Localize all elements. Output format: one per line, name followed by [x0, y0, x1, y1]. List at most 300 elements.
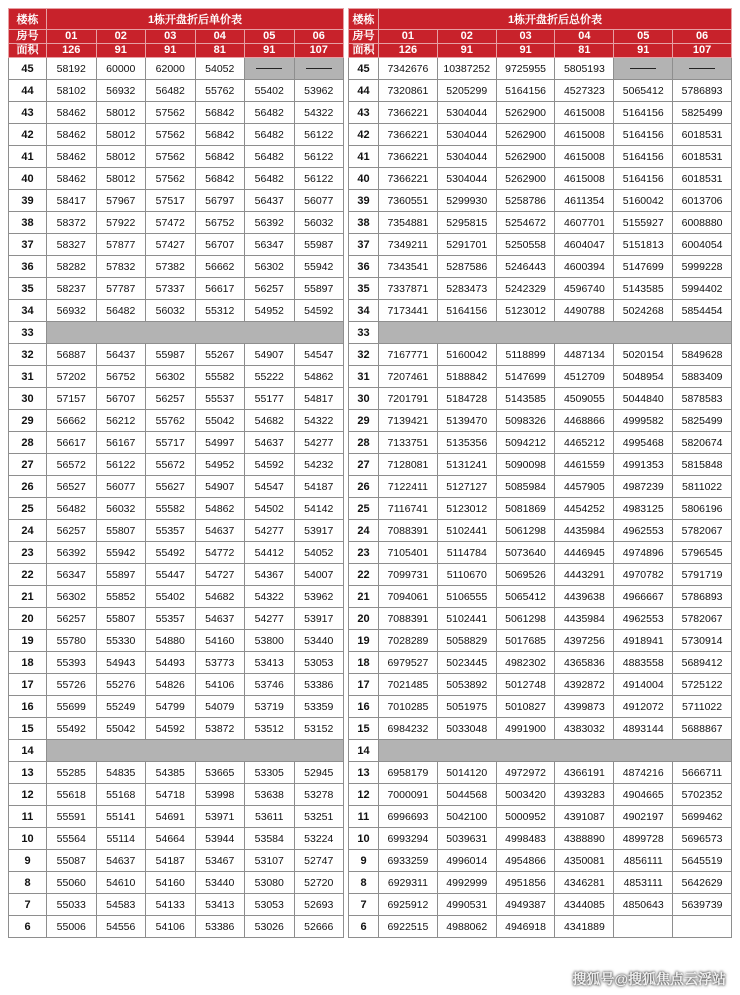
price-cell: 4991900	[496, 718, 555, 740]
price-cell: 5017685	[496, 630, 555, 652]
price-cell: 54502	[245, 498, 295, 520]
price-cell: 4972972	[496, 762, 555, 784]
price-cell: 4856111	[614, 850, 673, 872]
table-row	[9, 300, 344, 322]
price-cell: 53224	[294, 828, 344, 850]
dash-mark	[306, 68, 332, 69]
price-cell: 56257	[245, 278, 295, 300]
price-cell: 5065412	[496, 586, 555, 608]
price-cell	[673, 916, 732, 938]
table-row	[349, 454, 732, 476]
price-cell: 7354881	[379, 212, 438, 234]
price-cell: 4596740	[555, 278, 614, 300]
table-row	[349, 828, 732, 850]
table-row	[9, 432, 344, 454]
price-cell: 5645519	[673, 850, 732, 872]
price-cell: 54592	[294, 300, 344, 322]
area-value: 107	[294, 44, 344, 58]
table-row	[9, 344, 344, 366]
price-cell: 5164156	[614, 102, 673, 124]
room-number: 03	[146, 30, 196, 44]
price-cell: 4970782	[614, 564, 673, 586]
price-cell: 55267	[195, 344, 245, 366]
price-cell: 56932	[96, 80, 146, 102]
price-cell: 54799	[146, 696, 196, 718]
price-cell: 5051975	[437, 696, 496, 718]
area-value: 126	[47, 44, 97, 58]
table-row	[349, 674, 732, 696]
price-cell: 5304044	[437, 146, 496, 168]
blank-floor-cell	[379, 322, 732, 344]
price-cell: 55717	[146, 432, 196, 454]
room-number-row	[9, 30, 344, 44]
unavailable-cell	[245, 58, 295, 80]
floor-number: 21	[349, 586, 379, 608]
price-cell: 56752	[195, 212, 245, 234]
price-cell: 56482	[146, 80, 196, 102]
area-row	[9, 44, 344, 58]
price-cell: 4949387	[496, 894, 555, 916]
price-cell: 52693	[294, 894, 344, 916]
floor-number: 18	[9, 652, 47, 674]
table-row	[9, 278, 344, 300]
price-cell: 4490788	[555, 300, 614, 322]
price-cell: 54592	[146, 718, 196, 740]
price-cell: 53080	[245, 872, 295, 894]
price-cell: 5688867	[673, 718, 732, 740]
unavailable-cell	[294, 58, 344, 80]
price-cell: 54952	[195, 454, 245, 476]
price-cell: 7000091	[379, 784, 438, 806]
price-cell: 5155927	[614, 212, 673, 234]
price-cell: 56032	[96, 498, 146, 520]
table-row	[9, 696, 344, 718]
floor-number: 20	[349, 608, 379, 630]
price-cell: 54637	[195, 520, 245, 542]
price-cell: 52945	[294, 762, 344, 784]
price-cell: 5061298	[496, 608, 555, 630]
price-cell: 55537	[195, 388, 245, 410]
price-cell: 5135356	[437, 432, 496, 454]
price-cell: 5815848	[673, 454, 732, 476]
price-cell: 53278	[294, 784, 344, 806]
price-cell: 54232	[294, 454, 344, 476]
price-cell: 56032	[146, 300, 196, 322]
price-cell: 5825499	[673, 410, 732, 432]
floor-number: 44	[9, 80, 47, 102]
price-cell: 54682	[245, 410, 295, 432]
table-row	[9, 454, 344, 476]
table-row	[349, 784, 732, 806]
price-cell: 5999228	[673, 256, 732, 278]
price-cell: 5805193	[555, 58, 614, 80]
price-cell: 53962	[294, 586, 344, 608]
price-cell: 56122	[294, 146, 344, 168]
price-cell: 54547	[245, 476, 295, 498]
area-value: 91	[146, 44, 196, 58]
price-cell: 7366221	[379, 146, 438, 168]
table-row	[349, 190, 732, 212]
price-cell: 58012	[96, 124, 146, 146]
price-cell: 57157	[47, 388, 97, 410]
price-cell: 7366221	[379, 168, 438, 190]
price-cell: 5806196	[673, 498, 732, 520]
price-cell: 4991353	[614, 454, 673, 476]
price-cell: 58462	[47, 102, 97, 124]
price-cell: 54412	[245, 542, 295, 564]
price-cell: 53053	[294, 652, 344, 674]
price-cell: 56122	[96, 454, 146, 476]
price-cell: 56482	[245, 146, 295, 168]
price-cell: 4946918	[496, 916, 555, 938]
price-cell: 55087	[47, 850, 97, 872]
price-cell: 7010285	[379, 696, 438, 718]
price-cell: 4607701	[555, 212, 614, 234]
table-row	[9, 850, 344, 872]
price-cell: 5242329	[496, 278, 555, 300]
price-cell: 6925912	[379, 894, 438, 916]
price-cell: 4446945	[555, 542, 614, 564]
table-row	[349, 146, 732, 168]
price-cell: 5689412	[673, 652, 732, 674]
table-row	[9, 630, 344, 652]
blank-floor-cell	[379, 740, 732, 762]
price-cell: 55402	[146, 586, 196, 608]
price-cell: 55582	[195, 366, 245, 388]
price-cell: 55582	[146, 498, 196, 520]
price-cell: 5702352	[673, 784, 732, 806]
price-cell: 5127127	[437, 476, 496, 498]
price-cell: 55762	[195, 80, 245, 102]
price-cell: 55357	[146, 520, 196, 542]
price-cell: 54826	[146, 674, 196, 696]
table-row	[9, 652, 344, 674]
price-cell: 4615008	[555, 124, 614, 146]
floor-number: 43	[349, 102, 379, 124]
table-row	[349, 696, 732, 718]
price-cell: 53386	[294, 674, 344, 696]
floor-number: 35	[349, 278, 379, 300]
price-cell: 55042	[195, 410, 245, 432]
price-cell: 5039631	[437, 828, 496, 850]
floor-number: 19	[9, 630, 47, 652]
table-row	[9, 916, 344, 938]
price-cell: 5304044	[437, 168, 496, 190]
room-number: 04	[195, 30, 245, 44]
price-cell: 52666	[294, 916, 344, 938]
price-cell: 57967	[96, 190, 146, 212]
floor-number: 34	[9, 300, 47, 322]
price-cell: 53152	[294, 718, 344, 740]
table-row	[9, 190, 344, 212]
price-cell: 4615008	[555, 146, 614, 168]
price-cell: 60000	[96, 58, 146, 80]
price-cell: 5164156	[496, 80, 555, 102]
price-cell: 5048954	[614, 366, 673, 388]
price-cell: 57337	[146, 278, 196, 300]
price-cell: 54682	[195, 586, 245, 608]
price-cell: 55762	[146, 410, 196, 432]
floor-number: 40	[9, 168, 47, 190]
price-cell: 7116741	[379, 498, 438, 520]
price-cell: 56662	[195, 256, 245, 278]
table-row	[349, 762, 732, 784]
price-cell: 5791719	[673, 564, 732, 586]
price-cell: 53467	[195, 850, 245, 872]
price-cell: 56302	[47, 586, 97, 608]
price-cell: 7342676	[379, 58, 438, 80]
price-cell: 54367	[245, 564, 295, 586]
price-cell: 55492	[47, 718, 97, 740]
price-cell: 5854454	[673, 300, 732, 322]
price-cell: 5123012	[437, 498, 496, 520]
price-cell: 56797	[195, 190, 245, 212]
price-cell: 4454252	[555, 498, 614, 520]
price-cell: 5304044	[437, 102, 496, 124]
price-cell: 56257	[47, 520, 97, 542]
price-cell: 54007	[294, 564, 344, 586]
price-cell: 6008880	[673, 212, 732, 234]
price-cell: 54322	[294, 102, 344, 124]
table-row	[349, 168, 732, 190]
table-row	[9, 564, 344, 586]
dash-mark	[256, 68, 282, 69]
floor-number: 31	[349, 366, 379, 388]
price-cell: 56077	[294, 190, 344, 212]
price-cell: 55114	[96, 828, 146, 850]
table-row	[9, 80, 344, 102]
price-cell: 5069526	[496, 564, 555, 586]
price-cell: 4393283	[555, 784, 614, 806]
price-cell: 4853111	[614, 872, 673, 894]
blank-floor-cell	[47, 740, 344, 762]
floor-number: 13	[9, 762, 47, 784]
floor-number: 45	[349, 58, 379, 80]
price-cell: 56617	[195, 278, 245, 300]
price-cell: 55330	[96, 630, 146, 652]
price-cell: 55402	[245, 80, 295, 102]
table-row	[349, 344, 732, 366]
price-cell: 54691	[146, 806, 196, 828]
floor-number: 29	[349, 410, 379, 432]
price-cell: 4962553	[614, 520, 673, 542]
price-cell: 5131241	[437, 454, 496, 476]
table-row	[9, 168, 344, 190]
blank-floor-cell	[47, 322, 344, 344]
price-cell: 5164156	[614, 146, 673, 168]
price-cell: 4918941	[614, 630, 673, 652]
price-cell: 54133	[146, 894, 196, 916]
price-cell: 4383032	[555, 718, 614, 740]
floor-number: 39	[9, 190, 47, 212]
floor-number: 37	[349, 234, 379, 256]
price-cell: 7167771	[379, 344, 438, 366]
table-row	[9, 322, 344, 344]
price-cell: 5250558	[496, 234, 555, 256]
price-cell: 56932	[47, 300, 97, 322]
floor-number: 15	[9, 718, 47, 740]
price-cell: 54592	[245, 454, 295, 476]
price-cell: 54727	[195, 564, 245, 586]
price-cell: 55564	[47, 828, 97, 850]
price-cell: 5065412	[614, 80, 673, 102]
price-cell: 4874216	[614, 762, 673, 784]
area-value: 81	[195, 44, 245, 58]
unavailable-cell	[614, 58, 673, 80]
price-cell: 53611	[245, 806, 295, 828]
floor-number: 16	[349, 696, 379, 718]
price-cell: 5094212	[496, 432, 555, 454]
floor-number: 14	[349, 740, 379, 762]
price-cell: 58372	[47, 212, 97, 234]
price-cell: 54637	[96, 850, 146, 872]
room-label: 房号	[349, 30, 379, 44]
price-cell: 6933259	[379, 850, 438, 872]
price-cell: 56842	[195, 102, 245, 124]
price-cell: 55141	[96, 806, 146, 828]
table-row	[349, 894, 732, 916]
price-cell: 53746	[245, 674, 295, 696]
price-cell: 4902197	[614, 806, 673, 828]
floor-number: 43	[9, 102, 47, 124]
price-cell: 56347	[47, 564, 97, 586]
floor-number: 33	[9, 322, 47, 344]
area-row	[349, 44, 732, 58]
price-cell: 53971	[195, 806, 245, 828]
price-cell: 55627	[146, 476, 196, 498]
price-cell: 54637	[245, 432, 295, 454]
price-cell: 7201791	[379, 388, 438, 410]
price-cell: 4341889	[555, 916, 614, 938]
floor-number: 27	[9, 454, 47, 476]
price-cell: 4468866	[555, 410, 614, 432]
price-cell: 53917	[294, 520, 344, 542]
price-cell: 7337871	[379, 278, 438, 300]
floor-number: 23	[9, 542, 47, 564]
price-cell	[614, 916, 673, 938]
price-cell: 5164156	[437, 300, 496, 322]
price-cell: 5639739	[673, 894, 732, 916]
table-row	[9, 388, 344, 410]
price-cell: 57562	[146, 124, 196, 146]
price-cell: 5878583	[673, 388, 732, 410]
price-cell: 56842	[195, 146, 245, 168]
price-cell: 4397256	[555, 630, 614, 652]
price-cell: 4465212	[555, 432, 614, 454]
floor-number: 22	[9, 564, 47, 586]
price-cell: 5782067	[673, 520, 732, 542]
price-cell: 53107	[245, 850, 295, 872]
price-cell: 4954866	[496, 850, 555, 872]
price-cell: 56032	[294, 212, 344, 234]
price-cell: 4883558	[614, 652, 673, 674]
price-cell: 5666711	[673, 762, 732, 784]
floor-number: 15	[349, 718, 379, 740]
price-cell: 5811022	[673, 476, 732, 498]
floor-number: 36	[9, 256, 47, 278]
price-cell: 56212	[96, 410, 146, 432]
price-cell: 5730914	[673, 630, 732, 652]
price-cell: 55942	[294, 256, 344, 278]
price-cell: 53386	[195, 916, 245, 938]
price-cell: 5024268	[614, 300, 673, 322]
price-cell: 56392	[245, 212, 295, 234]
price-cell: 4998483	[496, 828, 555, 850]
floor-number: 26	[9, 476, 47, 498]
price-cell: 7094061	[379, 586, 438, 608]
price-cell: 53872	[195, 718, 245, 740]
price-cell: 5020154	[614, 344, 673, 366]
floor-number: 7	[9, 894, 47, 916]
price-tables	[8, 8, 732, 938]
price-cell: 56167	[96, 432, 146, 454]
area-value: 126	[379, 44, 438, 58]
price-cell: 4966667	[614, 586, 673, 608]
price-cell: 57202	[47, 366, 97, 388]
price-cell: 56617	[47, 432, 97, 454]
price-cell: 4399873	[555, 696, 614, 718]
price-cell: 4850643	[614, 894, 673, 916]
price-cell: 7122411	[379, 476, 438, 498]
price-cell: 5254672	[496, 212, 555, 234]
price-cell: 4982302	[496, 652, 555, 674]
price-cell: 54907	[195, 476, 245, 498]
table-row	[349, 300, 732, 322]
price-cell: 54160	[195, 630, 245, 652]
price-cell: 5642629	[673, 872, 732, 894]
price-cell: 57517	[146, 190, 196, 212]
room-label: 房号	[9, 30, 47, 44]
price-cell: 5184728	[437, 388, 496, 410]
floor-number: 18	[349, 652, 379, 674]
price-cell: 4365836	[555, 652, 614, 674]
price-cell: 5073640	[496, 542, 555, 564]
price-cell: 5110670	[437, 564, 496, 586]
price-cell: 5147699	[614, 256, 673, 278]
table-row	[9, 256, 344, 278]
room-number-row	[349, 30, 732, 44]
price-cell: 56707	[195, 234, 245, 256]
price-cell: 58462	[47, 124, 97, 146]
table-row	[349, 278, 732, 300]
price-cell: 55897	[294, 278, 344, 300]
price-cell: 5283473	[437, 278, 496, 300]
price-cell: 5246443	[496, 256, 555, 278]
price-cell: 53053	[245, 894, 295, 916]
floor-number: 28	[349, 432, 379, 454]
table-row	[9, 520, 344, 542]
table-row	[349, 564, 732, 586]
price-cell: 54322	[245, 586, 295, 608]
price-cell: 5883409	[673, 366, 732, 388]
room-number: 06	[673, 30, 732, 44]
floor-number: 17	[9, 674, 47, 696]
price-cell: 7366221	[379, 124, 438, 146]
price-cell: 5711022	[673, 696, 732, 718]
price-cell: 57877	[96, 234, 146, 256]
table-row	[349, 410, 732, 432]
price-cell: 56482	[245, 168, 295, 190]
price-cell: 5003420	[496, 784, 555, 806]
price-cell: 5262900	[496, 168, 555, 190]
floor-number: 30	[9, 388, 47, 410]
price-cell: 5262900	[496, 146, 555, 168]
floor-number: 8	[9, 872, 47, 894]
price-cell: 55699	[47, 696, 97, 718]
price-cell: 57922	[96, 212, 146, 234]
price-cell: 58237	[47, 278, 97, 300]
price-cell: 5085984	[496, 476, 555, 498]
